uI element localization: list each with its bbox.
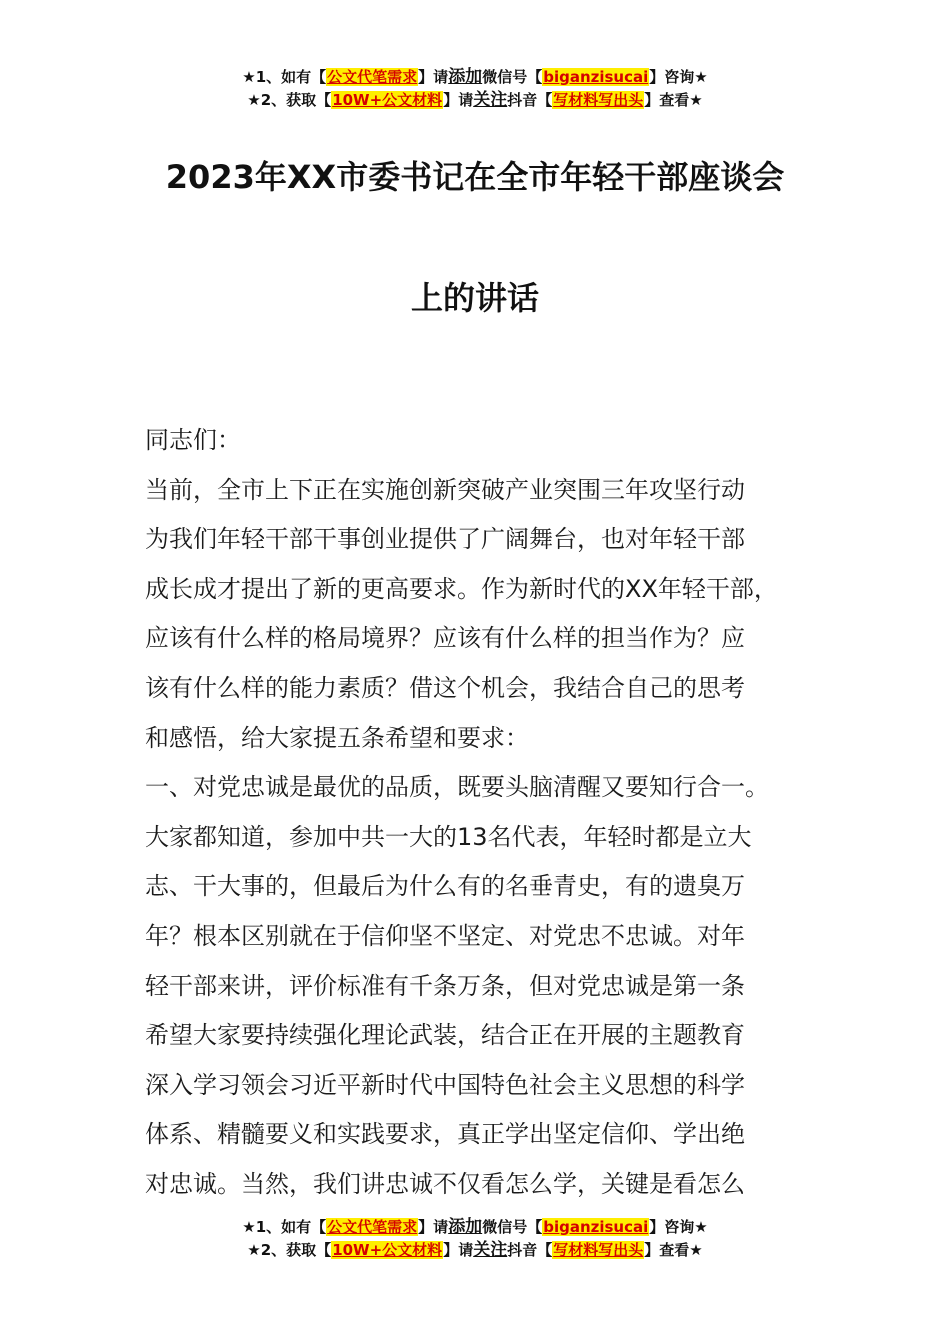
banner-highlight: 10W+公文材料: [332, 1241, 443, 1259]
body-line: 应该有什么样的格局境界？应该有什么样的担当作为？应: [145, 624, 745, 653]
document-title-line-2: 上的讲话: [410, 279, 539, 317]
banner-highlight: biganzisucai: [543, 68, 649, 86]
body-line: 志、干大事的，但最后为什么有的名垂青史，有的遗臭万: [145, 872, 745, 901]
body-line: 轻干部来讲，评价标准有千条万条，但对党忠诚是第一条: [145, 971, 745, 1000]
banner-text: 】请: [443, 1241, 474, 1259]
body-line: 大家都知道，参加中共一大的13名代表，年轻时都是立大: [145, 822, 752, 851]
banner-text: 】咨询★: [649, 68, 708, 86]
body-line: 和感悟，给大家提五条希望和要求：: [145, 723, 529, 752]
banner-underline: 关注: [473, 1240, 508, 1260]
banner-highlight: 10W+公文材料: [332, 91, 443, 109]
body-line: 希望大家要持续强化理论武装，结合正在开展的主题教育: [145, 1021, 745, 1050]
banner-text: 抖音【: [507, 91, 553, 109]
banner-underline: 添加: [448, 1217, 483, 1237]
banner-text: ★1、如有【: [242, 68, 327, 86]
banner-highlight: 公文代笔需求: [327, 1218, 418, 1236]
banner-line-2: [0, 89, 950, 112]
body-line: 深入学习领会习近平新时代中国特色社会主义思想的科学: [145, 1070, 745, 1099]
banner-text: 抖音【: [507, 1241, 553, 1259]
banner-highlight: biganzisucai: [543, 1218, 649, 1236]
banner-highlight: 写材料写出头: [553, 1241, 644, 1259]
header-banner: [0, 66, 950, 112]
body-line: 该有什么样的能力素质？借这个机会，我结合自己的思考: [145, 673, 745, 702]
body-line: 当前，全市上下正在实施创新突破产业突围三年攻坚行动: [145, 475, 745, 504]
banner-line-1: [0, 1216, 950, 1239]
document-title-line-1: 2023年XX市委书记在全市年轻干部座谈会: [165, 158, 785, 196]
banner-text: 】请: [443, 91, 474, 109]
body-line: 为我们年轻干部干事创业提供了广阔舞台，也对年轻干部: [145, 525, 745, 554]
banner-highlight: 写材料写出头: [553, 91, 644, 109]
banner-underline: 添加: [448, 67, 483, 87]
banner-underline: 关注: [473, 90, 508, 110]
body-line: 年？根本区别就在于信仰坚不坚定、对党忠不忠诚。对年: [145, 921, 745, 950]
footer-banner: [0, 1216, 950, 1262]
document-body: [145, 416, 845, 1210]
banner-text: 】咨询★: [649, 1218, 708, 1236]
banner-text: 】请: [418, 68, 449, 86]
body-line: 成长成才提出了新的更高要求。作为新时代的XX年轻干部，: [145, 574, 778, 603]
banner-text: ★2、获取【: [247, 91, 332, 109]
body-line: 对忠诚。当然，我们讲忠诚不仅看怎么学，关键是看怎么: [145, 1169, 745, 1198]
banner-text: 微信号【: [482, 68, 543, 86]
body-line: 一、对党忠诚是最优的品质，既要头脑清醒又要知行合一。: [145, 773, 769, 802]
body-line: 体系、精髓要义和实践要求，真正学出坚定信仰、学出绝: [145, 1120, 745, 1149]
banner-highlight: 公文代笔需求: [327, 68, 418, 86]
banner-line-1: [0, 66, 950, 89]
banner-text: 】查看★: [644, 91, 703, 109]
body-line: 同志们：: [145, 426, 241, 454]
banner-line-2: [0, 1239, 950, 1262]
banner-text: ★1、如有【: [242, 1218, 327, 1236]
banner-text: 】请: [418, 1218, 449, 1236]
banner-text: ★2、获取【: [247, 1241, 332, 1259]
banner-text: 】查看★: [644, 1241, 703, 1259]
banner-text: 微信号【: [482, 1218, 543, 1236]
